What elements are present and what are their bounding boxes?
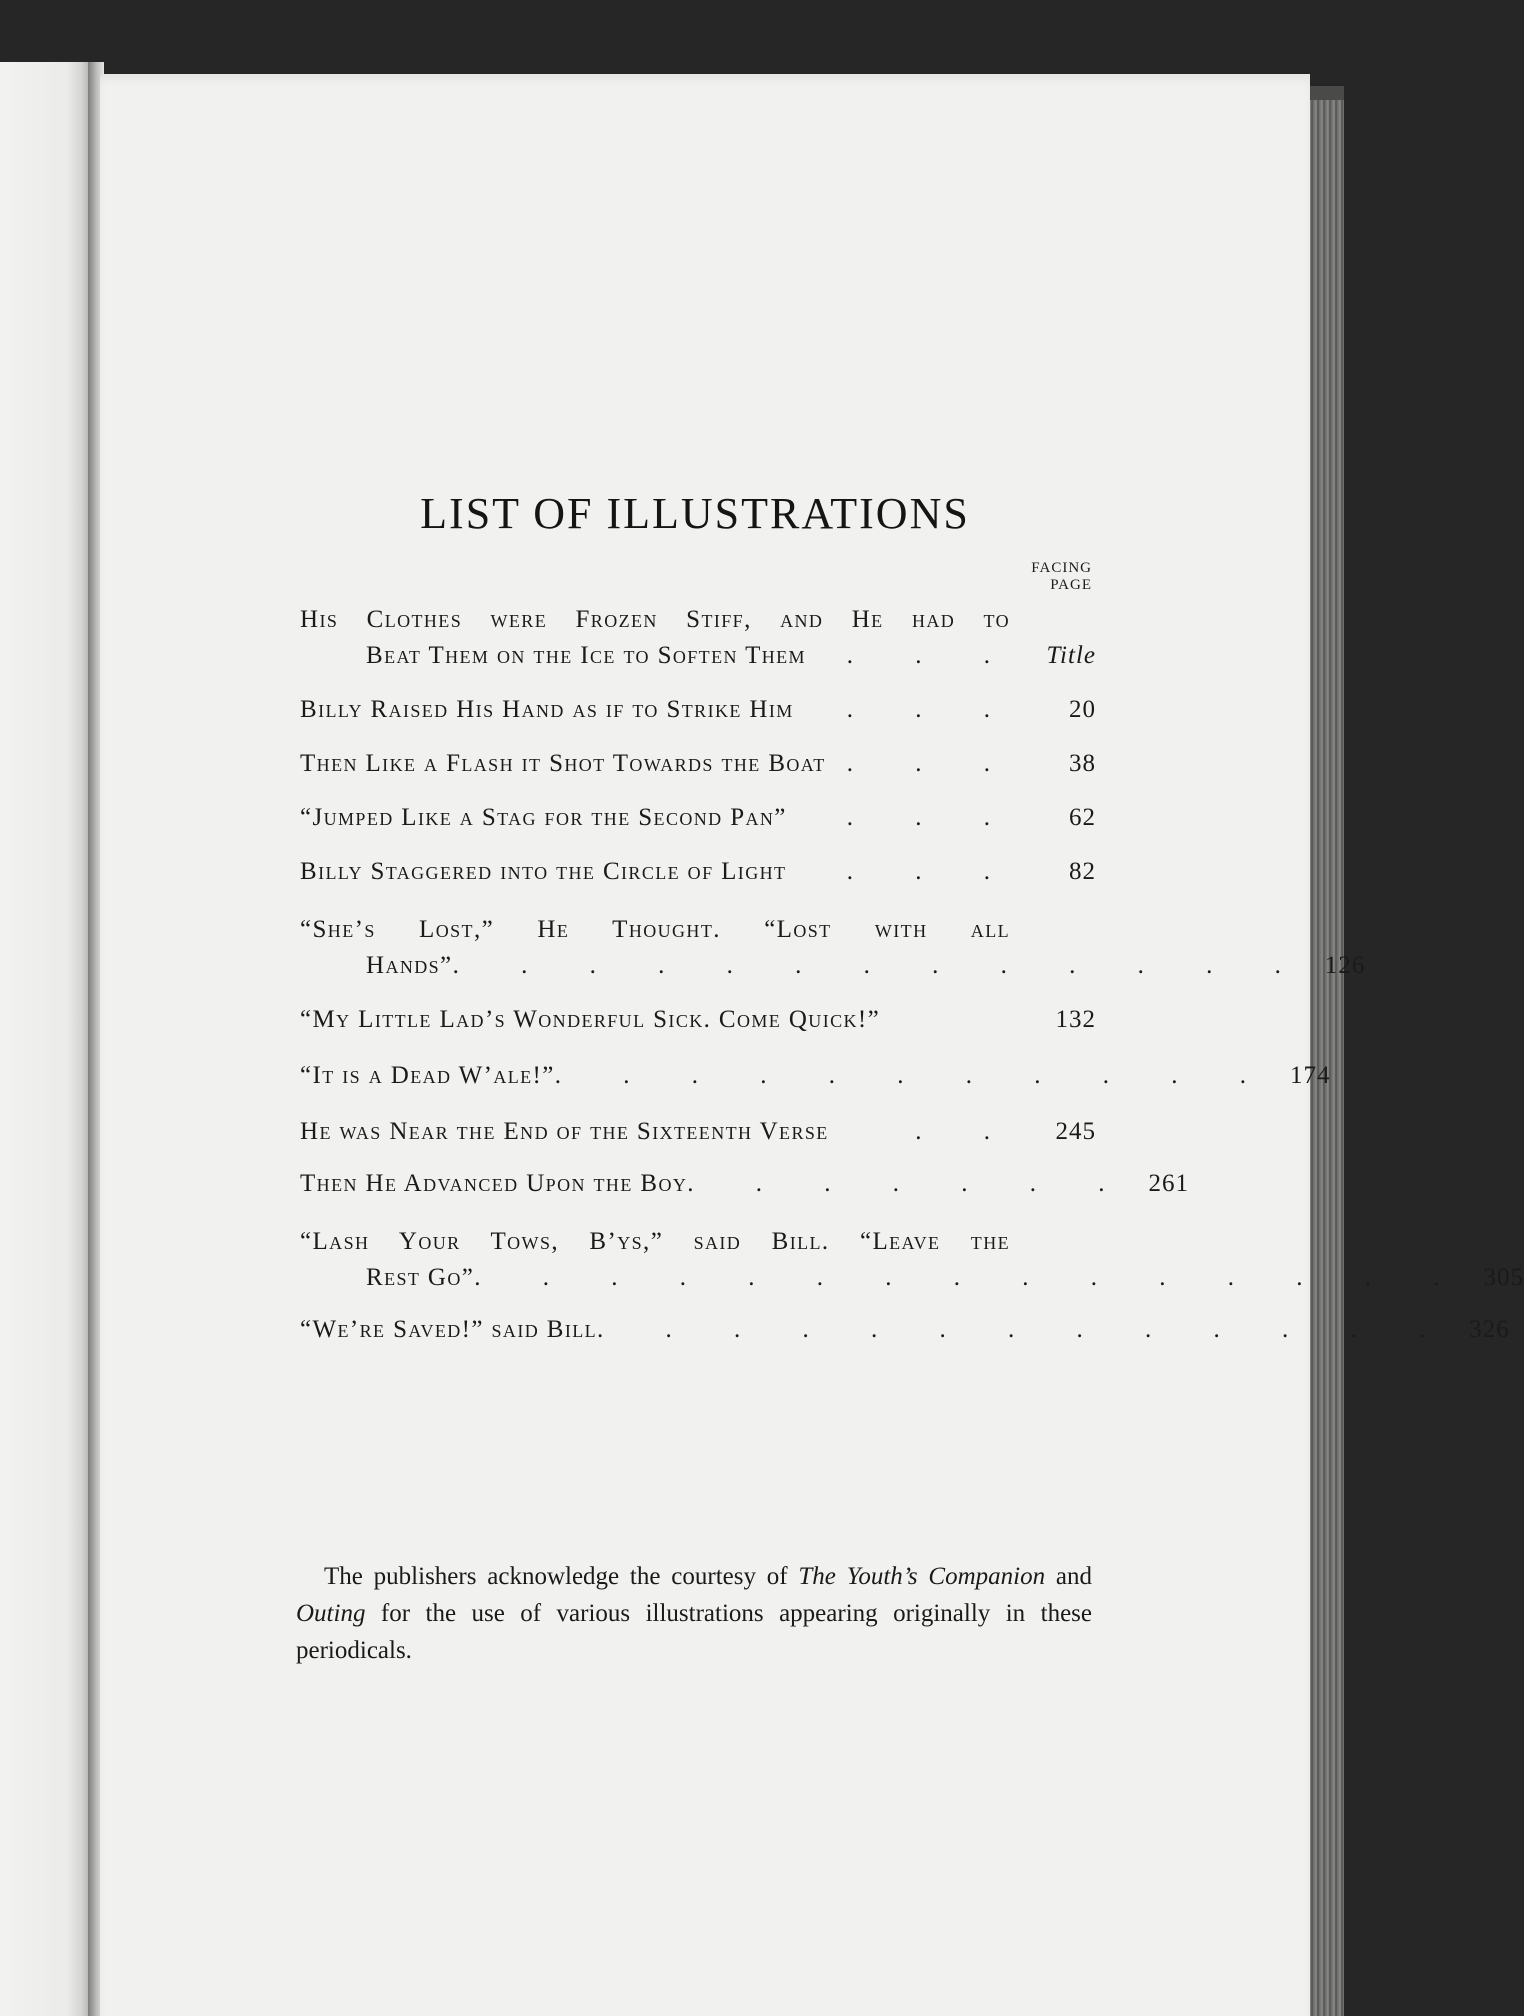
entry-page-number: 326 <box>1469 1316 1510 1343</box>
periodical-title: The Youth’s Companion <box>798 1563 1046 1590</box>
illustration-entry <box>300 800 1096 836</box>
note-text-2: and <box>1045 1563 1092 1590</box>
dot-leader: . . . . . . . . . . . <box>554 1062 1274 1089</box>
dot-leader: . . . . . . . . . . . . . <box>452 952 1309 979</box>
entry-page-number: 62 <box>1069 804 1096 831</box>
dot-leader: . . . . . . . <box>687 1170 1133 1197</box>
dot-leader: . . . <box>846 858 1018 885</box>
entry-page-number: 261 <box>1148 1170 1189 1197</box>
entry-line <box>300 1058 1331 1094</box>
entry-caption: “My Little Lad’s Wonderful Sick. Come Quick!” <box>300 1006 881 1033</box>
facing-page-header <box>996 560 1092 594</box>
dot-leader: . . . . . . . . . . . . . <box>597 1316 1454 1343</box>
entry-line-1: His Clothes were Frozen Stiff, and He had to <box>300 606 1010 633</box>
entry-line-1: “She’s Lost,” He Thought. “Lost with all <box>300 916 1010 943</box>
illustration-entry <box>300 1312 1510 1348</box>
book-page <box>100 74 1310 2016</box>
entry-caption: He was Near the End of the Sixteenth Verse <box>300 1118 829 1145</box>
entry-caption: Billy Raised His Hand as if to Strike Him <box>300 696 794 723</box>
note-text-3: for the use of various illustrations appearing originally in these periodicals. <box>296 1600 1092 1664</box>
entry-page-number: 38 <box>1069 750 1096 777</box>
publisher-acknowledgement <box>296 1558 1092 1669</box>
entry-line <box>300 746 1096 782</box>
illustration-entry <box>300 1224 1524 1296</box>
header-line-1: FACING <box>1031 560 1092 576</box>
entry-line-1: “Lash Your Tows, B’ys,” said Bill. “Leave the <box>300 1228 1010 1255</box>
entry-line <box>300 692 1096 728</box>
illustration-entry <box>300 1114 1096 1150</box>
illustration-entry <box>300 1058 1331 1094</box>
page-title: LIST OF ILLUSTRATIONS <box>420 489 970 538</box>
entry-caption: Then Like a Flash it Shot Towards the Boat <box>300 750 826 777</box>
illustration-entry <box>300 692 1096 728</box>
illustration-entry <box>300 854 1096 890</box>
dot-leader: . . . <box>846 804 1018 831</box>
illustration-entry <box>300 1002 1096 1038</box>
entry-line-2 <box>300 948 1366 984</box>
illustration-entry <box>300 746 1096 782</box>
entry-line <box>300 1166 1189 1202</box>
entry-page-number: 82 <box>1069 858 1096 885</box>
entry-caption: Hands” <box>366 952 453 979</box>
entry-page-number: 126 <box>1324 952 1366 979</box>
dot-leader: . . . <box>846 750 1018 777</box>
entry-page-number: 245 <box>1055 1118 1096 1145</box>
entry-page-number: 305 <box>1483 1264 1524 1291</box>
header-line-2: PAGE <box>1050 577 1092 593</box>
entry-caption: “Jumped Like a Stag for the Second Pan” <box>300 804 787 831</box>
entry-line <box>300 854 1096 890</box>
dot-leader: . . . <box>846 696 1018 723</box>
entry-line <box>300 800 1096 836</box>
dot-leader: . . . . . . . . . . . . . . . <box>474 1264 1468 1291</box>
entry-caption: Beat Them on the Ice to Soften Them <box>366 642 806 669</box>
entry-page-number: 132 <box>1055 1006 1096 1033</box>
entry-caption: Then He Advanced Upon the Boy <box>300 1170 688 1197</box>
entry-caption: “We’re Saved!” said Bill <box>300 1316 598 1343</box>
entry-page-number: 174 <box>1290 1062 1331 1089</box>
entry-line-2 <box>300 1260 1524 1296</box>
dot-leader: . . . <box>846 642 1018 669</box>
illustration-entry <box>300 1166 1189 1202</box>
entry-line <box>300 1312 1510 1348</box>
left-page-edge <box>0 62 96 2016</box>
entry-line-2 <box>300 638 1096 674</box>
entry-caption: Billy Staggered into the Circle of Light <box>300 858 787 885</box>
note-text-1: The publishers acknowledge the courtesy of <box>324 1563 799 1590</box>
entry-page-number: 20 <box>1069 696 1096 723</box>
entry-page-number: Title <box>1046 642 1096 669</box>
entry-caption: Rest Go” <box>366 1264 475 1291</box>
illustration-entry <box>300 602 1096 674</box>
entry-line <box>300 1114 1096 1150</box>
illustration-entry <box>300 912 1366 984</box>
dot-leader: . . <box>915 1118 1018 1145</box>
entry-line <box>300 1002 1096 1038</box>
periodical-title: Outing <box>296 1600 366 1627</box>
entry-caption: “It is a Dead W’ale!” <box>300 1062 555 1089</box>
